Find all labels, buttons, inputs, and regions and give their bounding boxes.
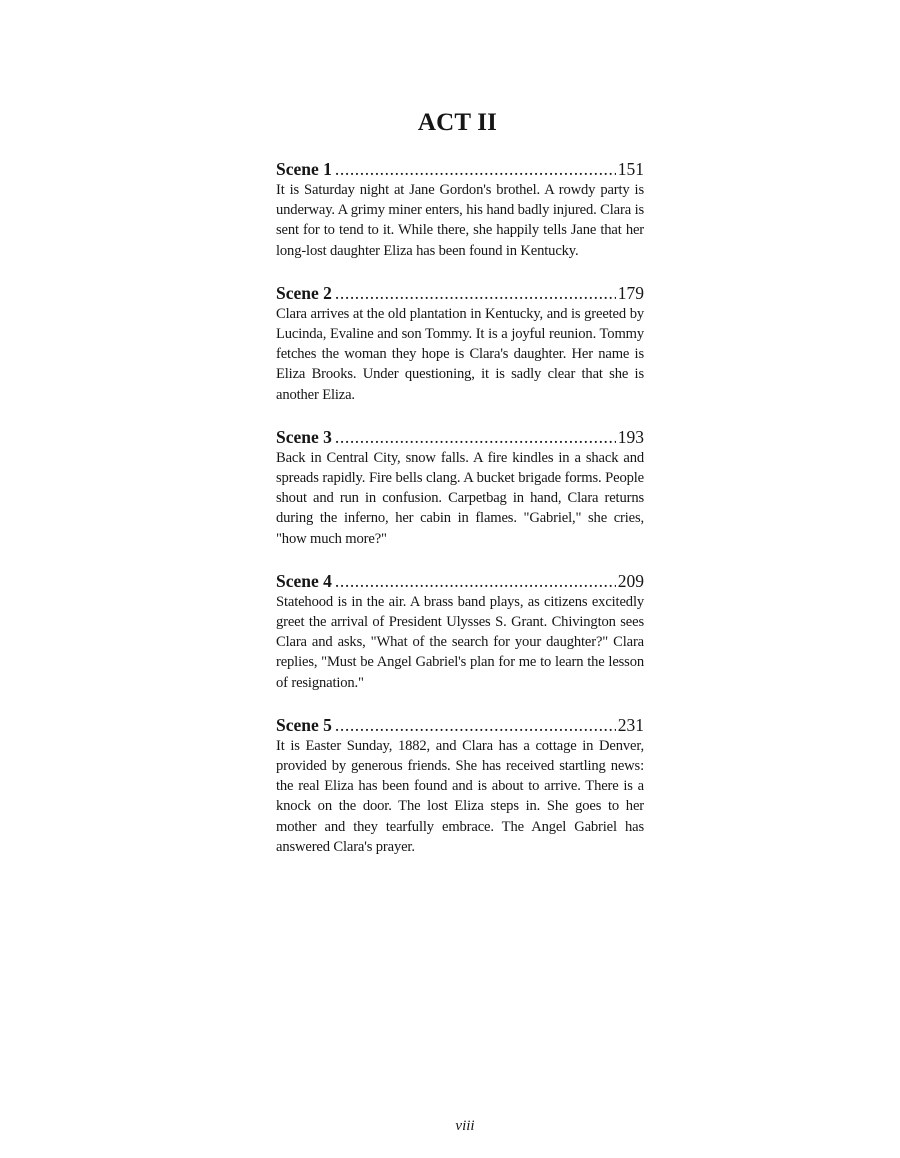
page-number: viii	[455, 1118, 475, 1134]
scene-description: Statehood is in the air. A brass band plays, as citizens excitedly greet the arrival of President Ulysses S. Grant. Chivington sees Clara and asks, "What of the search for your daughter?" Clara replies, "Must be Angel Gabriel's plan for me to learn the lesson of resignation."	[276, 593, 644, 691]
scene-title: Scene 2	[276, 282, 332, 303]
scene-page-number: 193	[617, 426, 644, 447]
dot-leader	[335, 426, 616, 448]
scene-heading	[276, 158, 644, 180]
scene-title: Scene 5	[276, 714, 332, 735]
scene-entry-1	[276, 158, 644, 261]
dot-leader	[335, 158, 616, 180]
scene-entry-3	[276, 426, 644, 549]
act-title: ACT II	[417, 109, 498, 136]
scene-entry-4	[276, 570, 644, 693]
scene-description: Clara arrives at the old plantation in Kentucky, and is greeted by Lucinda, Evaline and son Tommy. It is a joyful reunion. Tommy fetches the woman they hope is Clara's daughter. Her name is Eliza Brooks. Under questioning, it is sadly clear that she is another Eliza.	[276, 305, 644, 403]
dot-leader	[335, 282, 616, 304]
scene-page-number: 179	[617, 282, 644, 303]
scene-title: Scene 1	[276, 159, 332, 179]
scene-heading	[276, 426, 644, 448]
dot-leader	[335, 714, 616, 736]
scene-entry-5	[276, 714, 644, 857]
scene-page-number: 231	[617, 714, 644, 735]
scene-title: Scene 4	[276, 570, 332, 591]
scene-page-number: 209	[617, 570, 644, 591]
scene-description: Back in Central City, snow falls. A fire kindles in a shack and spreads rapidly. Fire bells clang. A bucket brigade forms. People shout and run in confusion. Carpetbag in hand, Clara returns during the inferno, her cabin in flames. "Gabriel," she cries, "how much more?"	[276, 449, 644, 547]
scene-description: It is Easter Sunday, 1882, and Clara has a cottage in Denver, provided by generous friends. She has received startling news: the real Eliza has been found and is about to arrive. There is a knock on the door. The lost Eliza steps in. She goes to her mother and they tearfully embrace. The Angel Gabriel has answered Clara's prayer.	[276, 737, 644, 855]
dot-leader	[335, 570, 616, 592]
scene-title: Scene 3	[276, 426, 332, 447]
scene-page-number: 151	[617, 159, 644, 179]
scene-contents-list	[276, 158, 644, 878]
scene-heading	[276, 714, 644, 736]
scene-description: It is Saturday night at Jane Gordon's brothel. A rowdy party is underway. A grimy miner enters, his hand badly injured. Clara is sent for to tend to it. While there, she happily tells Jane that her long-lost daughter Eliza has been found in Kentucky.	[276, 182, 644, 259]
scene-entry-2	[276, 282, 644, 405]
scene-heading	[276, 282, 644, 304]
scene-heading	[276, 570, 644, 592]
